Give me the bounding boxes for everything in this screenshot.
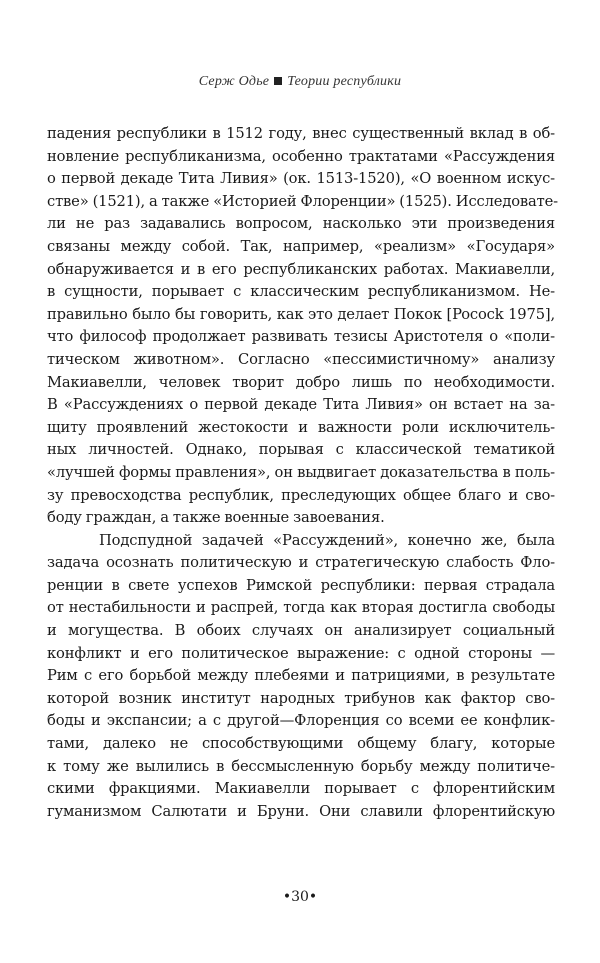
text-line: Рим с его борьбой между плебеями и патрициями, в результате: [47, 667, 555, 685]
text-line: скими фракциями. Макиавелли порывает с флорентийским: [47, 780, 555, 798]
text-line: стве» (1521), а также «Историей Флоренции» (1525). Исследовате-: [47, 192, 558, 210]
text-line: Подспудной задачей «Рассуждений», конечно же, была: [99, 531, 555, 549]
text-line: боду граждан, а также военные завоевания.: [47, 509, 385, 527]
paragraph-1: [47, 123, 558, 530]
text-line: В «Рассуждениях о первой декаде Тита Ливия» он встает на за-: [47, 396, 555, 414]
text-line: в сущности, порывает с классическим республиканизмом. Не-: [47, 283, 555, 301]
text-line: обнаруживается и в его республиканских работах. Макиавелли,: [47, 260, 555, 278]
text-line: новление республиканизма, особенно трактатами «Рассуждения: [47, 147, 555, 165]
text-line: «лучшей формы правления», он выдвигает доказательства в поль-: [47, 463, 555, 481]
text-line: к тому же вылились в бессмысленную борьбу между политиче-: [47, 757, 555, 775]
text-line: гуманизмом Салютати и Бруни. Они славили флорентийскую: [47, 802, 555, 820]
header-title: Теории республики: [287, 74, 402, 89]
paragraph-2: [47, 530, 555, 824]
text-line: что философ продолжает развивать тезисы Аристотеля о «поли-: [47, 328, 555, 346]
text-line: тами, далеко не способствующими общему благу, которые: [47, 735, 555, 753]
text-line: задача осознать политическую и стратегическую слабость Фло-: [47, 554, 555, 572]
text-line: правильно было бы говорить, как это делает Покок [Pocock 1975],: [47, 305, 555, 323]
text-line: конфликт и его политическое выражение: с одной стороны —: [47, 644, 555, 662]
text-line: и могущества. В обоих случаях он анализирует социальный: [47, 622, 555, 640]
text-line: ли не раз задавались вопросом, насколько эти произведения: [47, 215, 555, 233]
text-line: ных личностей. Однако, порывая с классической тематикой: [47, 441, 555, 459]
text-body: [47, 123, 558, 823]
text-line: от нестабильности и распрей, тогда как вторая достигла свободы: [47, 599, 555, 617]
text-line: зу превосходства республик, преследующих общее благо и сво-: [47, 486, 555, 504]
text-line: которой возник институт народных трибунов как фактор сво-: [47, 689, 555, 707]
text-line: падения республики в 1512 году, внес существенный вклад в об-: [47, 125, 555, 142]
page-number: •30•: [282, 889, 318, 905]
text-line: боды и экспансии; а с другой—Флоренция со всеми ее конфлик-: [47, 712, 555, 730]
black-square-icon: [274, 77, 282, 85]
text-line: ренции в свете успехов Римской республики: первая страдала: [47, 576, 555, 594]
text-line: о первой декаде Тита Ливия» (ок. 1513-1520), «О военном искус-: [47, 170, 555, 188]
text-line: Макиавелли, человек творит добро лишь по необходимости.: [47, 373, 555, 391]
running-header: [0, 74, 600, 90]
text-line: щиту проявлений жестокости и важности роли исключитель-: [47, 418, 555, 436]
text-line: связаны между собой. Так, например, «реализм» «Государя»: [47, 237, 555, 255]
header-author: Серж Одье: [198, 74, 270, 89]
text-line: тическом животном». Согласно «пессимистичному» анализу: [47, 350, 555, 368]
